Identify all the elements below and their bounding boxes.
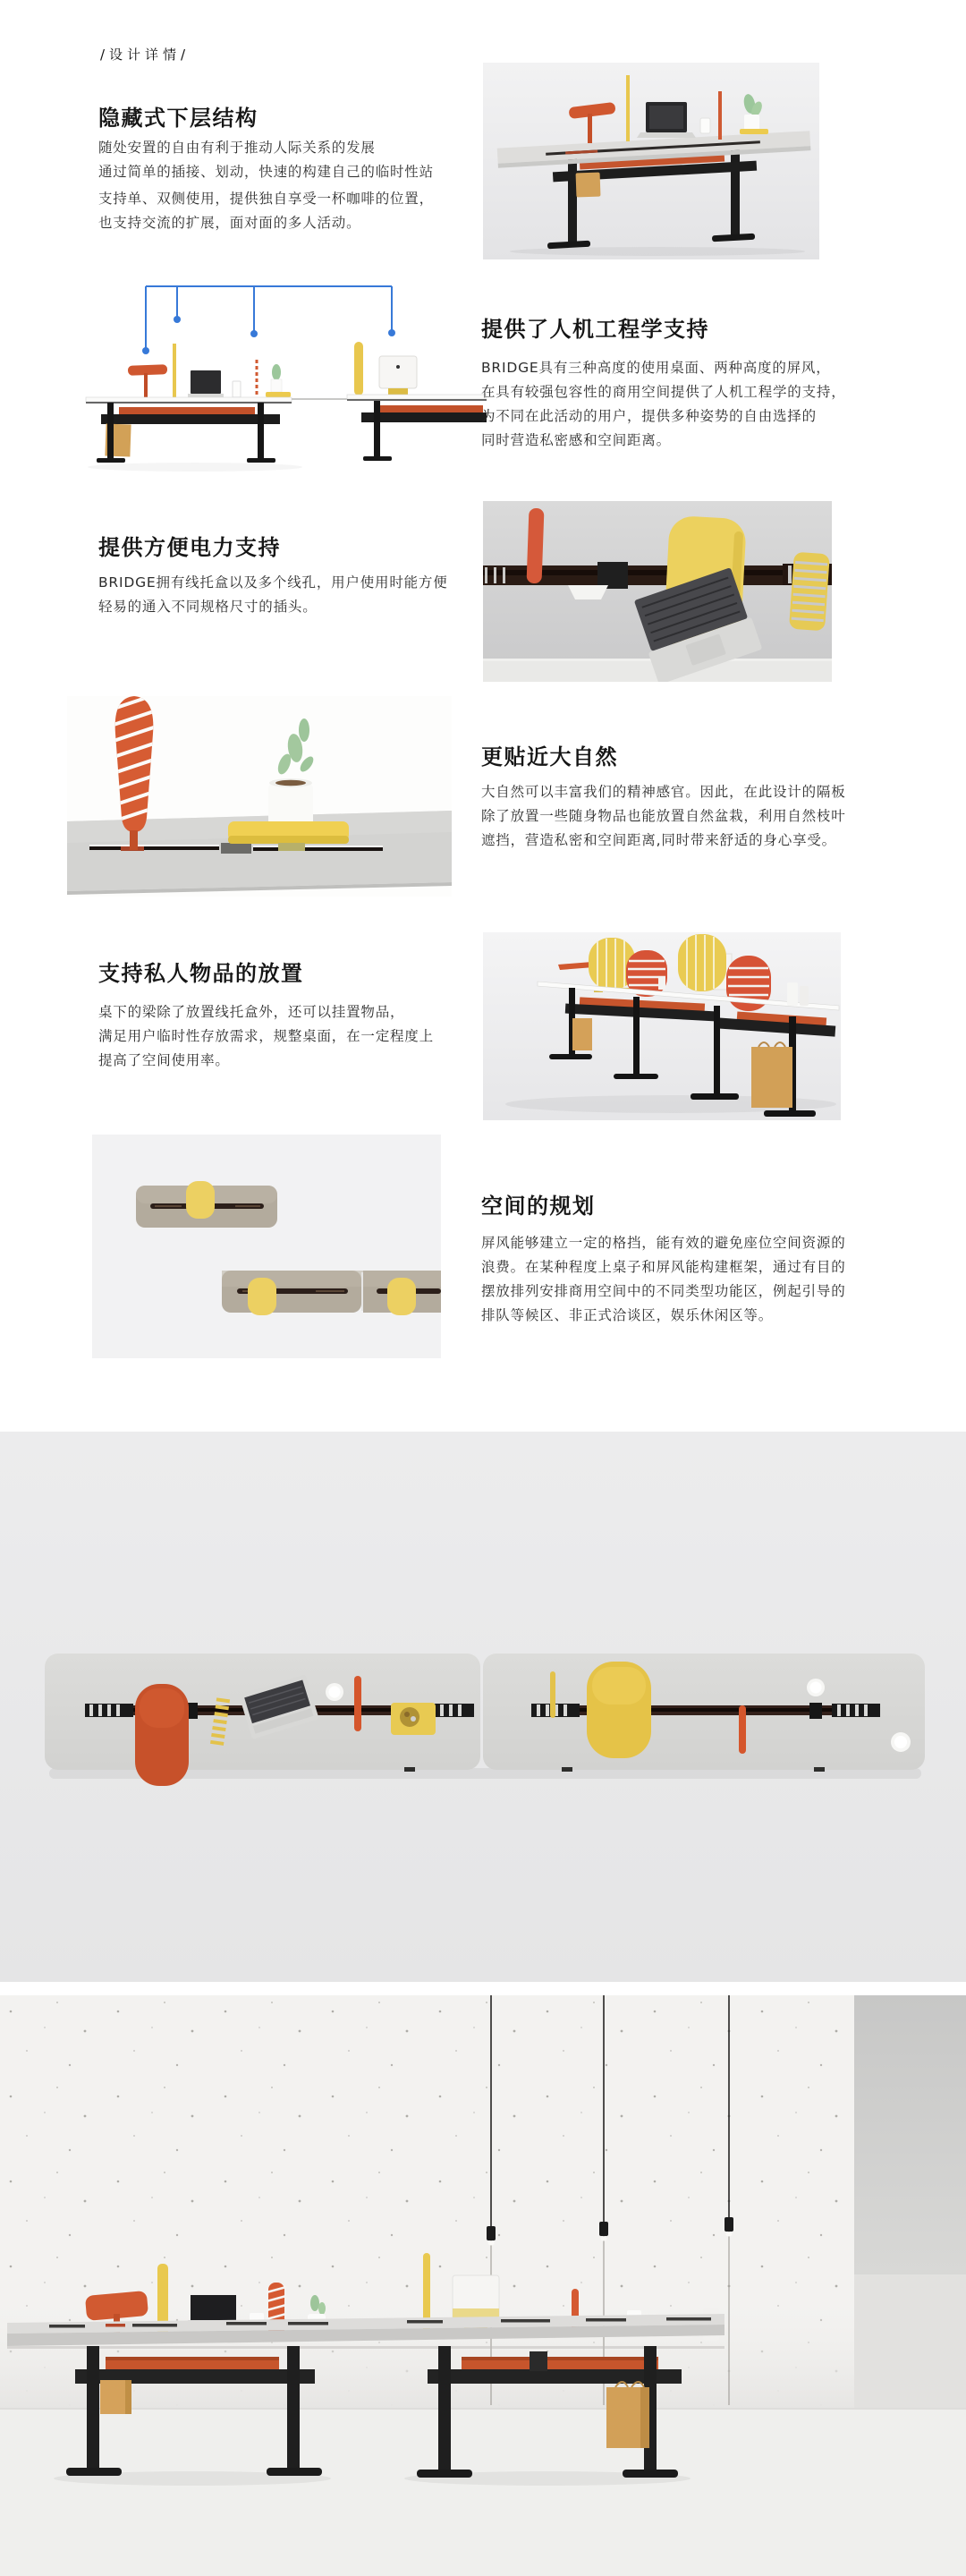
clamp — [530, 2351, 547, 2371]
paragraph-line: 轻易的通入不同规格尺寸的插头。 — [98, 599, 318, 615]
orange-divider — [354, 1676, 361, 1731]
yellow-seat — [186, 1181, 215, 1219]
paragraph-line: 满足用户临时性存放需求，规整桌面，在一定程度上 — [98, 1028, 434, 1044]
orange-leaf-divider — [527, 508, 545, 584]
laptop — [191, 2295, 236, 2320]
diagram-desk-b — [347, 342, 487, 461]
cup — [787, 982, 798, 1006]
section-paragraph — [98, 1000, 434, 1073]
section-paragraph — [98, 136, 434, 184]
module-b — [222, 1271, 441, 1315]
orange-lamp — [128, 364, 167, 376]
paragraph-line: 为不同在此活动的用户，提供多种姿势的自由选择的 — [481, 408, 817, 424]
orange-stick — [718, 91, 722, 140]
kraft-bag-small — [572, 1018, 592, 1050]
paragraph-line: 摆放排列安排商用空间中的不同类型功能区，例起引导的 — [481, 1283, 846, 1299]
plant-pot — [744, 115, 759, 130]
yellow-screen — [354, 342, 363, 395]
paragraph-line: 通过简单的插接、划动，快速的构建自己的临时性站 — [98, 164, 434, 180]
yellow-tray — [740, 129, 768, 134]
paragraph-line: 大自然可以丰富我们的精神感官。因此，在此设计的隔板 — [481, 784, 846, 800]
section-title-personal-items: 支持私人物品的放置 — [98, 961, 304, 986]
paragraph-line: 在具有较强包容性的商用空间提供了人机工程学的支持， — [481, 384, 846, 400]
paragraph-line: 同时营造私密感和空间距离。 — [481, 432, 671, 448]
module-a — [136, 1181, 277, 1228]
paragraph-line: 桌下的梁除了放置线托盒外，还可以挂置物品， — [98, 1004, 405, 1020]
paragraph-line: BRIDGE具有三种高度的使用桌面、两种高度的屏风， — [481, 360, 831, 376]
paragraph-line: BRIDGE拥有线托盒以及多个线孔，用户使用时能方便 — [98, 574, 448, 591]
yellow-pen-box — [391, 1703, 436, 1735]
paragraph-line: 除了放置一些随身物品也能放置自然盆栽，利用自然枝叶 — [481, 808, 846, 824]
yellow-seat — [387, 1278, 416, 1315]
kraft-pocket — [576, 173, 601, 198]
paragraph-line: 屏风能够建立一定的格挡，能有效的避免座位空间资源的 — [481, 1235, 846, 1251]
section-paragraph — [481, 356, 846, 453]
section-title-power: 提供方便电力支持 — [98, 535, 281, 560]
section-title-space-planning: 空间的规划 — [481, 1194, 596, 1219]
section-paragraph — [481, 780, 846, 853]
page-title: /设计详情/ — [100, 47, 191, 63]
section-paragraph — [98, 187, 434, 235]
power-rail-render-image — [483, 501, 832, 682]
section-paragraph — [98, 571, 448, 619]
laptop — [191, 370, 221, 394]
orange-divider — [739, 1705, 746, 1754]
yellow-divider-stick — [626, 75, 630, 141]
section-paragraph — [481, 1231, 846, 1328]
section-title-hidden-structure: 隐藏式下层结构 — [98, 106, 258, 131]
section-title-nature: 更贴近大自然 — [481, 744, 618, 769]
floor — [0, 2409, 966, 2576]
cup — [700, 118, 710, 133]
yellow-seat — [248, 1278, 276, 1315]
callout-diagram-image — [79, 267, 487, 492]
desks-with-screens-render-image — [483, 932, 841, 1120]
yellow-divider-thin — [550, 1671, 555, 1718]
office-room-scene-image — [0, 1995, 966, 2576]
section-title-ergonomics: 提供了人机工程学支持 — [481, 317, 709, 342]
plant-divider-render-image — [67, 696, 452, 897]
yellow-screen-2 — [678, 934, 726, 991]
side-wall — [854, 1995, 966, 2274]
monitor — [379, 356, 417, 388]
modules-topdown-render-image — [92, 1135, 441, 1358]
paragraph-line: 也支持交流的扩展，面对面的多人活动。 — [98, 215, 361, 231]
paragraph-line: 随处安置的自由有利于推动人际关系的发展 — [98, 140, 376, 156]
yellow-slat-basket — [789, 552, 830, 632]
paragraph-line: 遮挡，营造私密和空间距离,同时带来舒适的身心享受。 — [481, 832, 836, 848]
paragraph-line: 浪费。在某种程度上桌子和屏风能构建框架，通过有目的 — [481, 1259, 846, 1275]
full-system-topdown-image — [0, 1432, 966, 1982]
paragraph-line: 排队等候区、非正式洽谈区，娱乐休闲区等。 — [481, 1307, 774, 1323]
kraft-bag-large — [751, 1047, 792, 1108]
diagram-desk-a — [86, 344, 292, 463]
paragraph-line: 支持单、双侧使用，提供独自享受一杯咖啡的位置， — [98, 191, 434, 207]
paragraph-line: 提高了空间使用率。 — [98, 1052, 230, 1068]
desk-front-render-image — [483, 63, 819, 259]
